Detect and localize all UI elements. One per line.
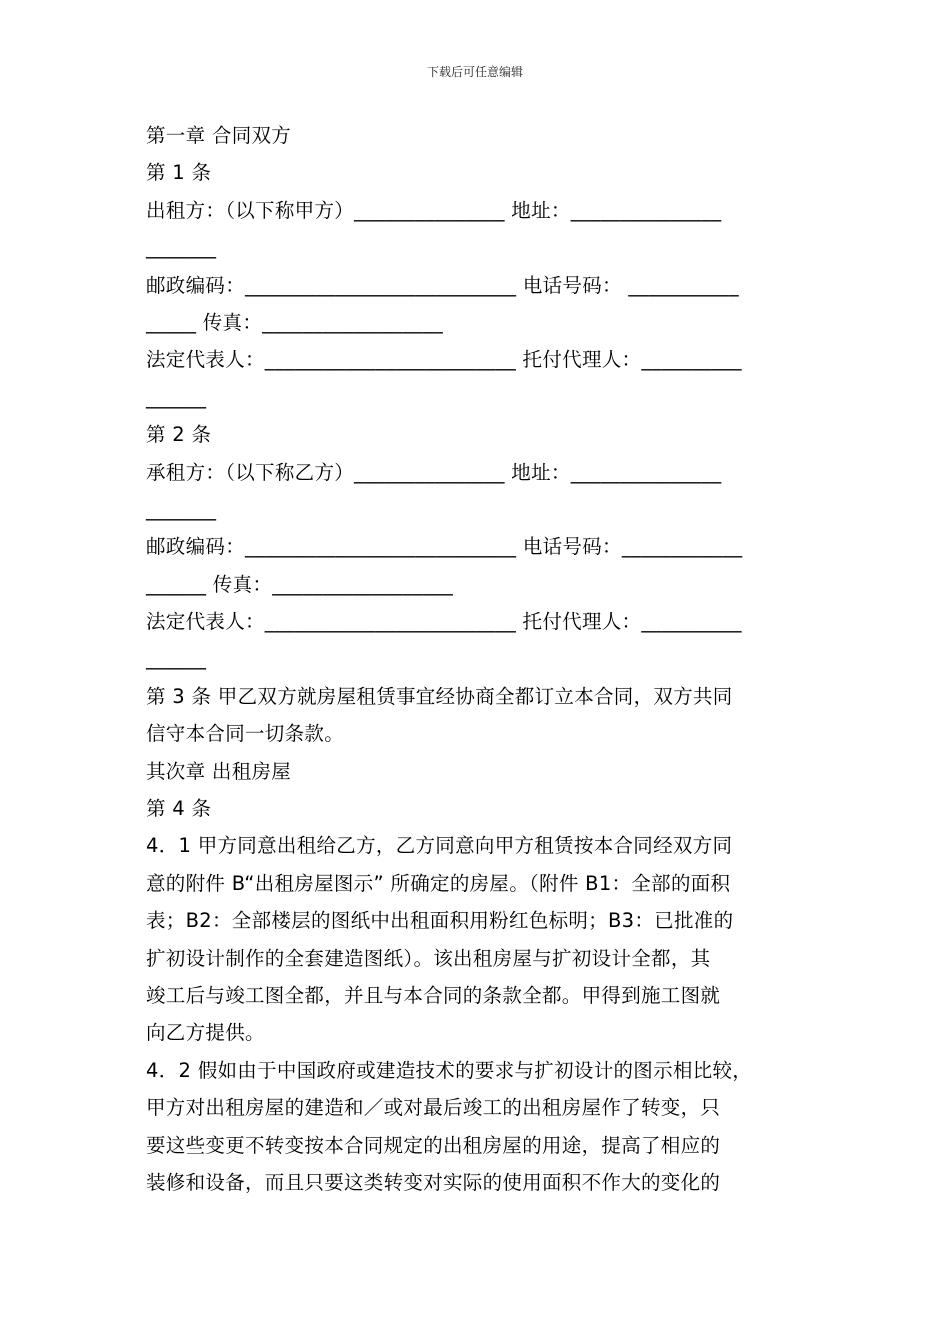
lessor-address-continuation: _______: [146, 236, 217, 260]
article-2-heading: 第 2 条: [146, 423, 212, 447]
clause-4-1-line-4: 扩初设计制作的全套建造图纸）。该出租房屋与扩初设计全都，其: [146, 946, 711, 970]
clause-4-1-line-2: 意的附件 B“出租房屋图示” 所确定的房屋。（附件 B1：全部的面积: [146, 871, 731, 895]
article-1-heading: 第 1 条: [146, 161, 212, 185]
chapter-2-heading: 其次章 出租房屋: [146, 759, 292, 783]
clause-4-2-line-3: 要这些变更不转变按本合同规定的出租房屋的用途，提高了相应的: [146, 1133, 721, 1157]
lessee-postcode-phone-line: 邮政编码：___________________________ 电话号码：____________: [146, 535, 743, 559]
clause-4-2-line-4: 装修和设备，而且只要这类转变对实际的使用面积不作大的变化的: [146, 1170, 721, 1194]
clause-4-2-line-1: 4．2 假如由于中国政府或建造技术的要求与扩初设计的图示相比较，: [146, 1058, 753, 1082]
article-4-heading: 第 4 条: [146, 797, 212, 821]
lessor-postcode-phone-line: 邮政编码：___________________________ 电话号码： ___________: [146, 273, 739, 297]
article-3-line-1: 第 3 条 甲乙双方就房屋租赁事宜经协商全都订立本合同，双方共同: [146, 684, 733, 708]
clause-4-2-line-2: 甲方对出租房屋的建造和／或对最后竣工的出租房屋作了转变，只: [146, 1096, 721, 1120]
lessee-agent-continuation: ______: [146, 647, 207, 671]
clause-4-1-line-5: 竣工后与竣工图全都，并且与本合同的条款全都。甲得到施工图就: [146, 983, 721, 1007]
lessor-fax-line: _____ 传真：__________________: [146, 310, 444, 334]
lessor-representative-line: 法定代表人：_________________________ 托付代理人：__________: [146, 348, 742, 372]
clause-4-1-line-6: 向乙方提供。: [146, 1021, 265, 1045]
document-body: [146, 117, 810, 1201]
article-3-line-2: 信守本合同一切条款。: [146, 722, 345, 746]
lessee-representative-line: 法定代表人：_________________________ 托付代理人：__________: [146, 610, 742, 634]
chapter-1-heading: 第一章 合同双方: [146, 124, 292, 147]
clause-4-1-line-3: 表；B2：全部楼层的图纸中出租面积用粉红色标明；B3：已批准的: [146, 909, 734, 933]
lessee-fax-line: ______ 传真：__________________: [146, 572, 454, 596]
lessee-address-continuation: _______: [146, 497, 217, 521]
clause-4-1-line-1: 4．1 甲方同意出租给乙方，乙方同意向甲方租赁按本合同经双方同: [146, 834, 733, 858]
page-header-note: 下载后可任意编辑: [426, 65, 523, 79]
lessee-name-address-line: 承租方：（以下称乙方）_______________ 地址：_______________: [146, 460, 722, 484]
lessor-agent-continuation: ______: [146, 385, 207, 409]
lessor-name-address-line: 出租方：（以下称甲方）_______________ 地址：_______________: [146, 198, 722, 222]
